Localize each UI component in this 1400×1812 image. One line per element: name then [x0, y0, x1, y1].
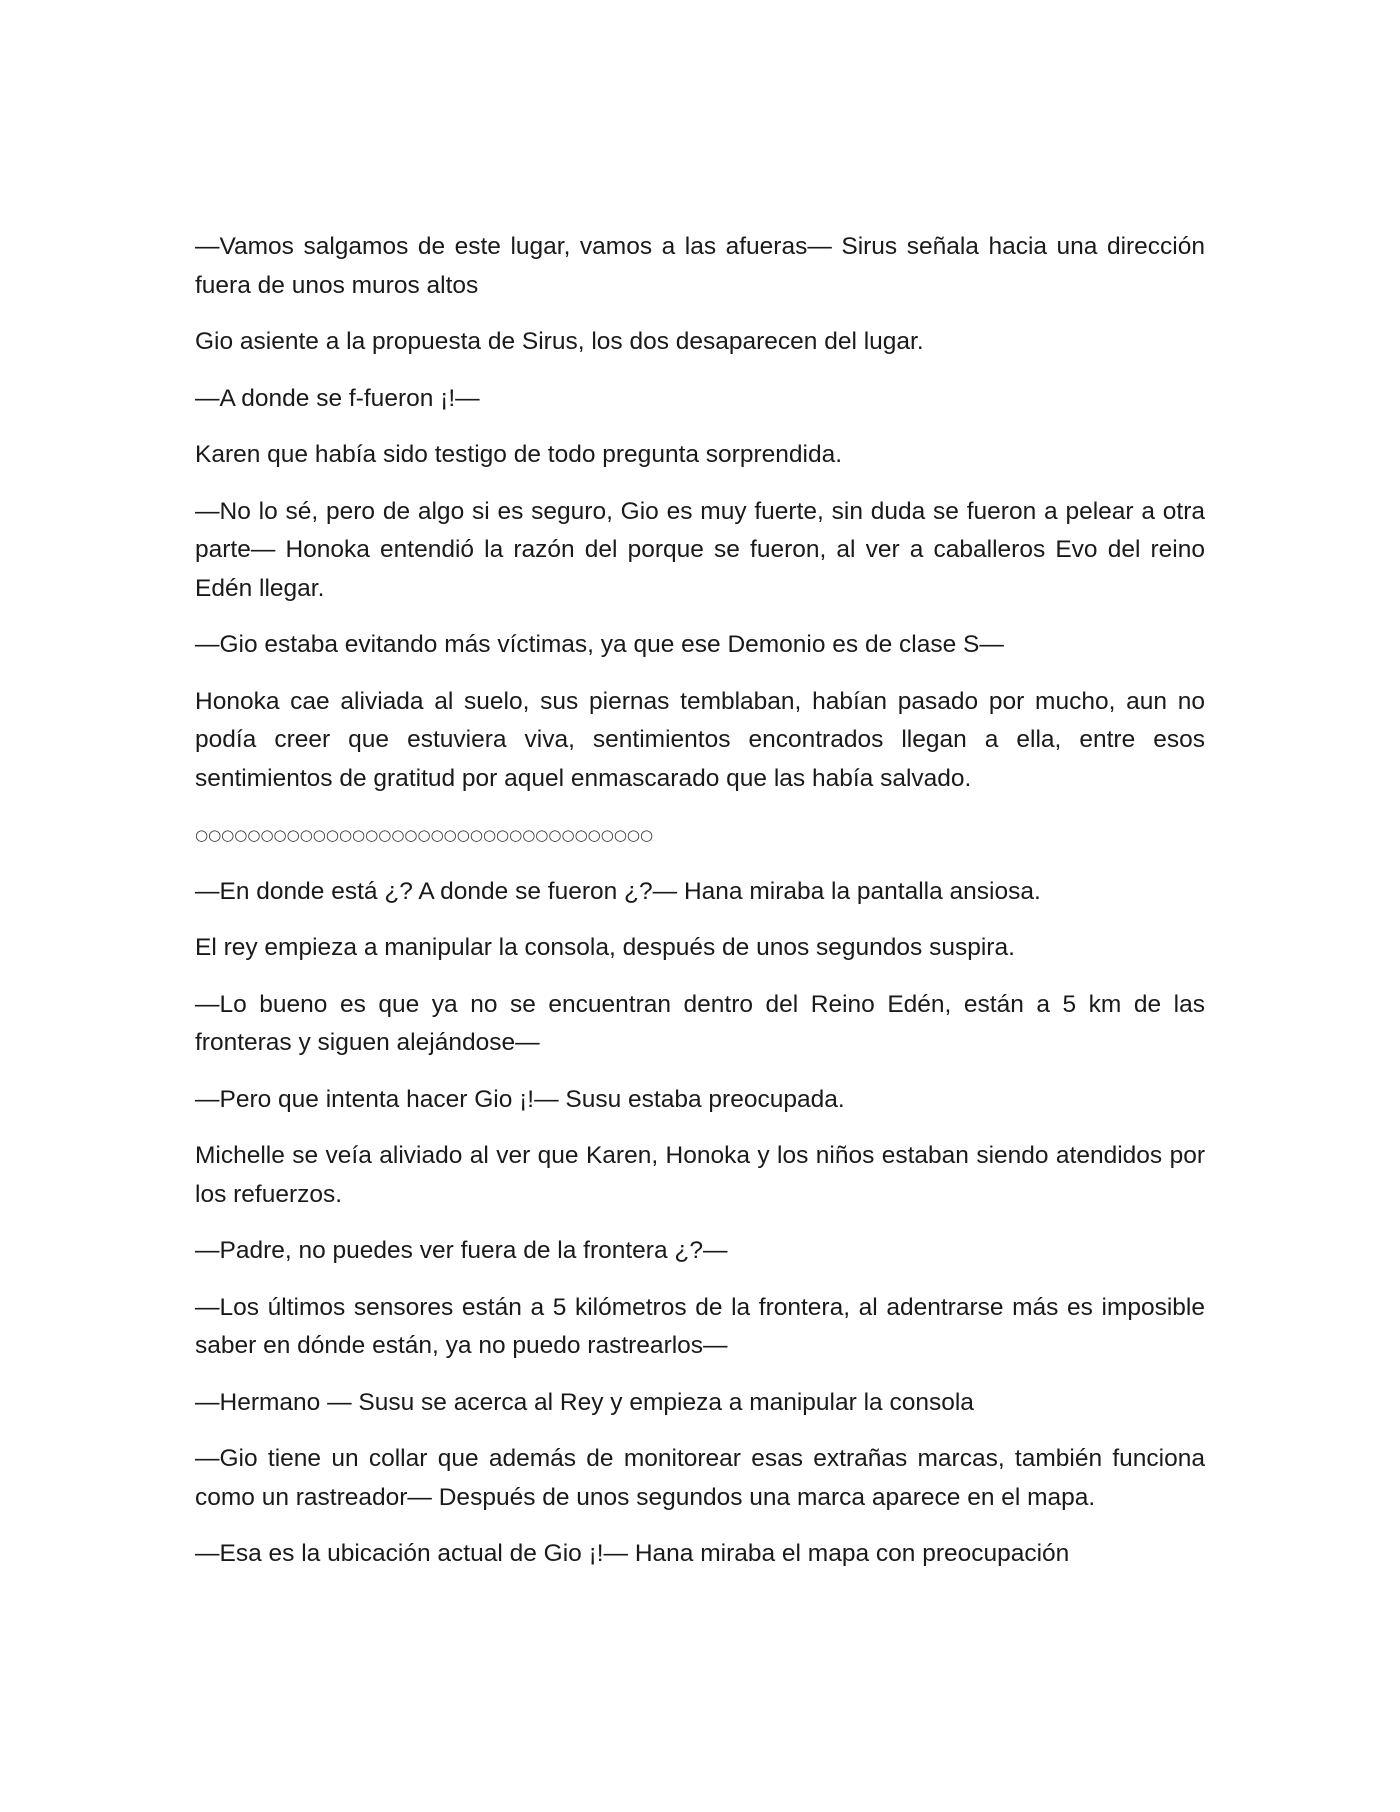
paragraph-2: Gio asiente a la propuesta de Sirus, los dos desaparecen del lugar.	[195, 328, 924, 355]
paragraph-12: Michelle se veía aliviado al ver que Karen, Honoka y los niños estaban siendo atendidos por los refuerzos.	[195, 1142, 1205, 1208]
paragraph-14: —Los últimos sensores están a 5 kilómetros de la frontera, al adentrarse más es imposible saber en dónde están, ya no puedo rastrearlos—	[195, 1293, 1205, 1359]
paragraph-6: —Gio estaba evitando más víctimas, ya que ese Demonio es de clase S—	[195, 631, 1004, 658]
paragraph-4: Karen que había sido testigo de todo pregunta sorprendida.	[195, 441, 843, 468]
paragraph-10: —Lo bueno es que ya no se encuentran dentro del Reino Edén, están a 5 km de las fronteras y siguen alejándose—	[195, 990, 1205, 1056]
paragraph-11: —Pero que intenta hacer Gio ¡!— Susu estaba preocupada.	[195, 1085, 845, 1113]
document-body	[195, 228, 1205, 1592]
paragraph-16: —Gio tiene un collar que además de monitorear esas extrañas marcas, también funciona como un rastreador— Después de unos segundos una marca aparece en el mapa.	[195, 1445, 1205, 1511]
paragraph-8: —En donde está ¿? A donde se fueron ¿?— Hana miraba la pantalla ansiosa.	[195, 877, 1041, 905]
paragraph-17: —Esa es la ubicación actual de Gio ¡!— Hana miraba el mapa con preocupación	[195, 1540, 1070, 1567]
paragraph-1: —Vamos salgamos de este lugar, vamos a las afueras— Sirus señala hacia una dirección fuera de unos muros altos	[195, 233, 1205, 299]
paragraph-3: —A donde se f-fueron ¡!—	[195, 384, 480, 412]
paragraph-7: Honoka cae aliviada al suelo, sus piernas temblaban, habían pasado por mucho, aun no podía creer que estuviera viva, sentimientos encontrados llegan a ella, entre esos sentimientos de gratitud por aquel enmascarado que las había salvado.	[195, 687, 1205, 792]
paragraph-15: —Hermano — Susu se acerca al Rey y empieza a manipular la consola	[195, 1388, 974, 1416]
scene-separator: ○○○○○○○○○○○○○○○○○○○○○○○○○○○○○○○○○○○	[195, 826, 654, 844]
paragraph-5: —No lo sé, pero de algo si es seguro, Gio es muy fuerte, sin duda se fueron a pelear a otra parte— Honoka entendió la razón del porque se fueron, al ver a caballeros Evo del reino Edén llegar.	[195, 497, 1205, 602]
paragraph-9: El rey empieza a manipular la consola, después de unos segundos suspira.	[195, 934, 1015, 961]
paragraph-13: —Padre, no puedes ver fuera de la frontera ¿?—	[195, 1237, 728, 1264]
